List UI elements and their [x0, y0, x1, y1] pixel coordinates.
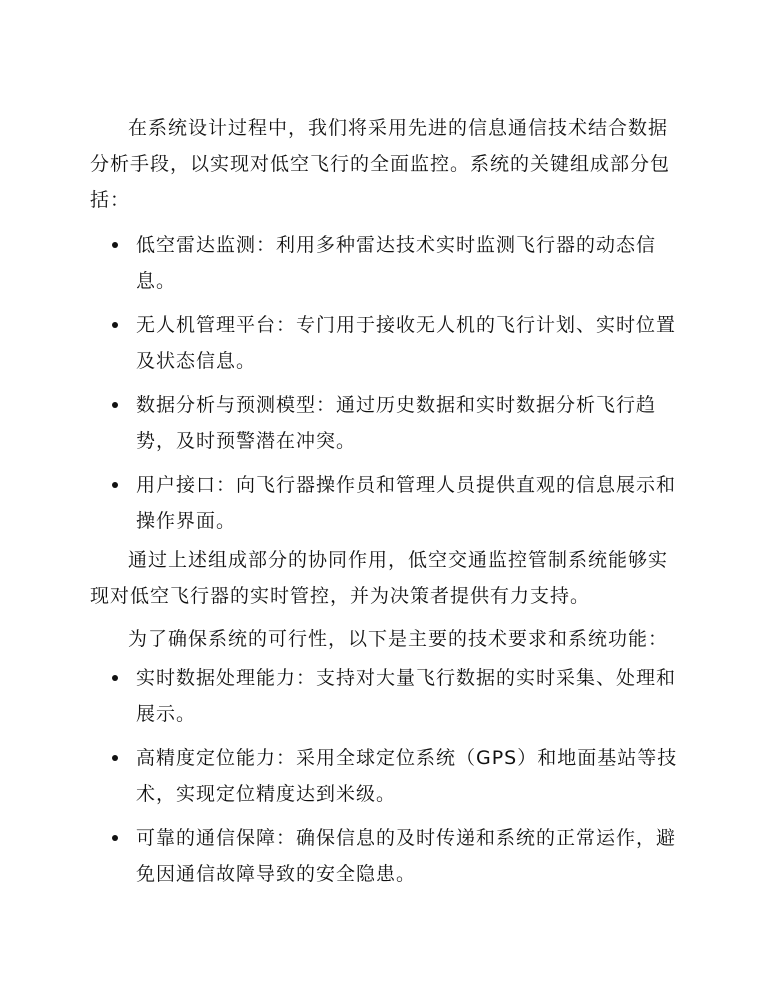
bullet-icon: [112, 482, 118, 488]
list-item-text: 可靠的通信保障：确保信息的及时传递和系统的正常运作，避免因通信故障导致的安全隐患。: [136, 827, 677, 885]
list-item: [90, 387, 680, 459]
list-item: [90, 467, 680, 539]
summary-paragraph: 通过上述组成部分的协同作用，低空交通监控管制系统能够实现对低空飞行器的实时管控，并为决策者提供有力支持。: [90, 549, 669, 607]
list-item-text: 用户接口：向飞行器操作员和管理人员提供直观的信息展示和操作界面。: [136, 474, 677, 532]
list-item: [90, 307, 680, 379]
bullet-icon: [112, 675, 118, 681]
intro-paragraph: 在系统设计过程中，我们将采用先进的信息通信技术结合数据分析手段，以实现对低空飞行的全面监控。系统的关键组成部分包括：: [90, 117, 671, 211]
bullet-icon: [112, 322, 118, 328]
list-item-text: 实时数据处理能力：支持对大量飞行数据的实时采集、处理和展示。: [136, 667, 677, 725]
list-item: [90, 227, 680, 299]
list-item: [90, 660, 680, 732]
bullet-icon: [112, 755, 118, 761]
bullet-icon: [112, 402, 118, 408]
requirements-intro-paragraph: 为了确保系统的可行性，以下是主要的技术要求和系统功能：: [128, 628, 669, 650]
requirements-list: [90, 660, 680, 900]
bullet-icon: [112, 242, 118, 248]
bullet-icon: [112, 835, 118, 841]
list-item-text: 高精度定位能力：采用全球定位系统（GPS）和地面基站等技术，实现定位精度达到米级。: [136, 747, 678, 805]
list-item-text: 数据分析与预测模型：通过历史数据和实时数据分析飞行趋势，及时预警潜在冲突。: [136, 394, 657, 452]
list-item-text: 低空雷达监测：利用多种雷达技术实时监测飞行器的动态信息。: [136, 234, 657, 292]
components-list: [90, 227, 680, 547]
list-item-text: 无人机管理平台：专门用于接收无人机的飞行计划、实时位置及状态信息。: [136, 314, 677, 372]
list-item: [90, 740, 680, 812]
list-item: [90, 820, 680, 892]
